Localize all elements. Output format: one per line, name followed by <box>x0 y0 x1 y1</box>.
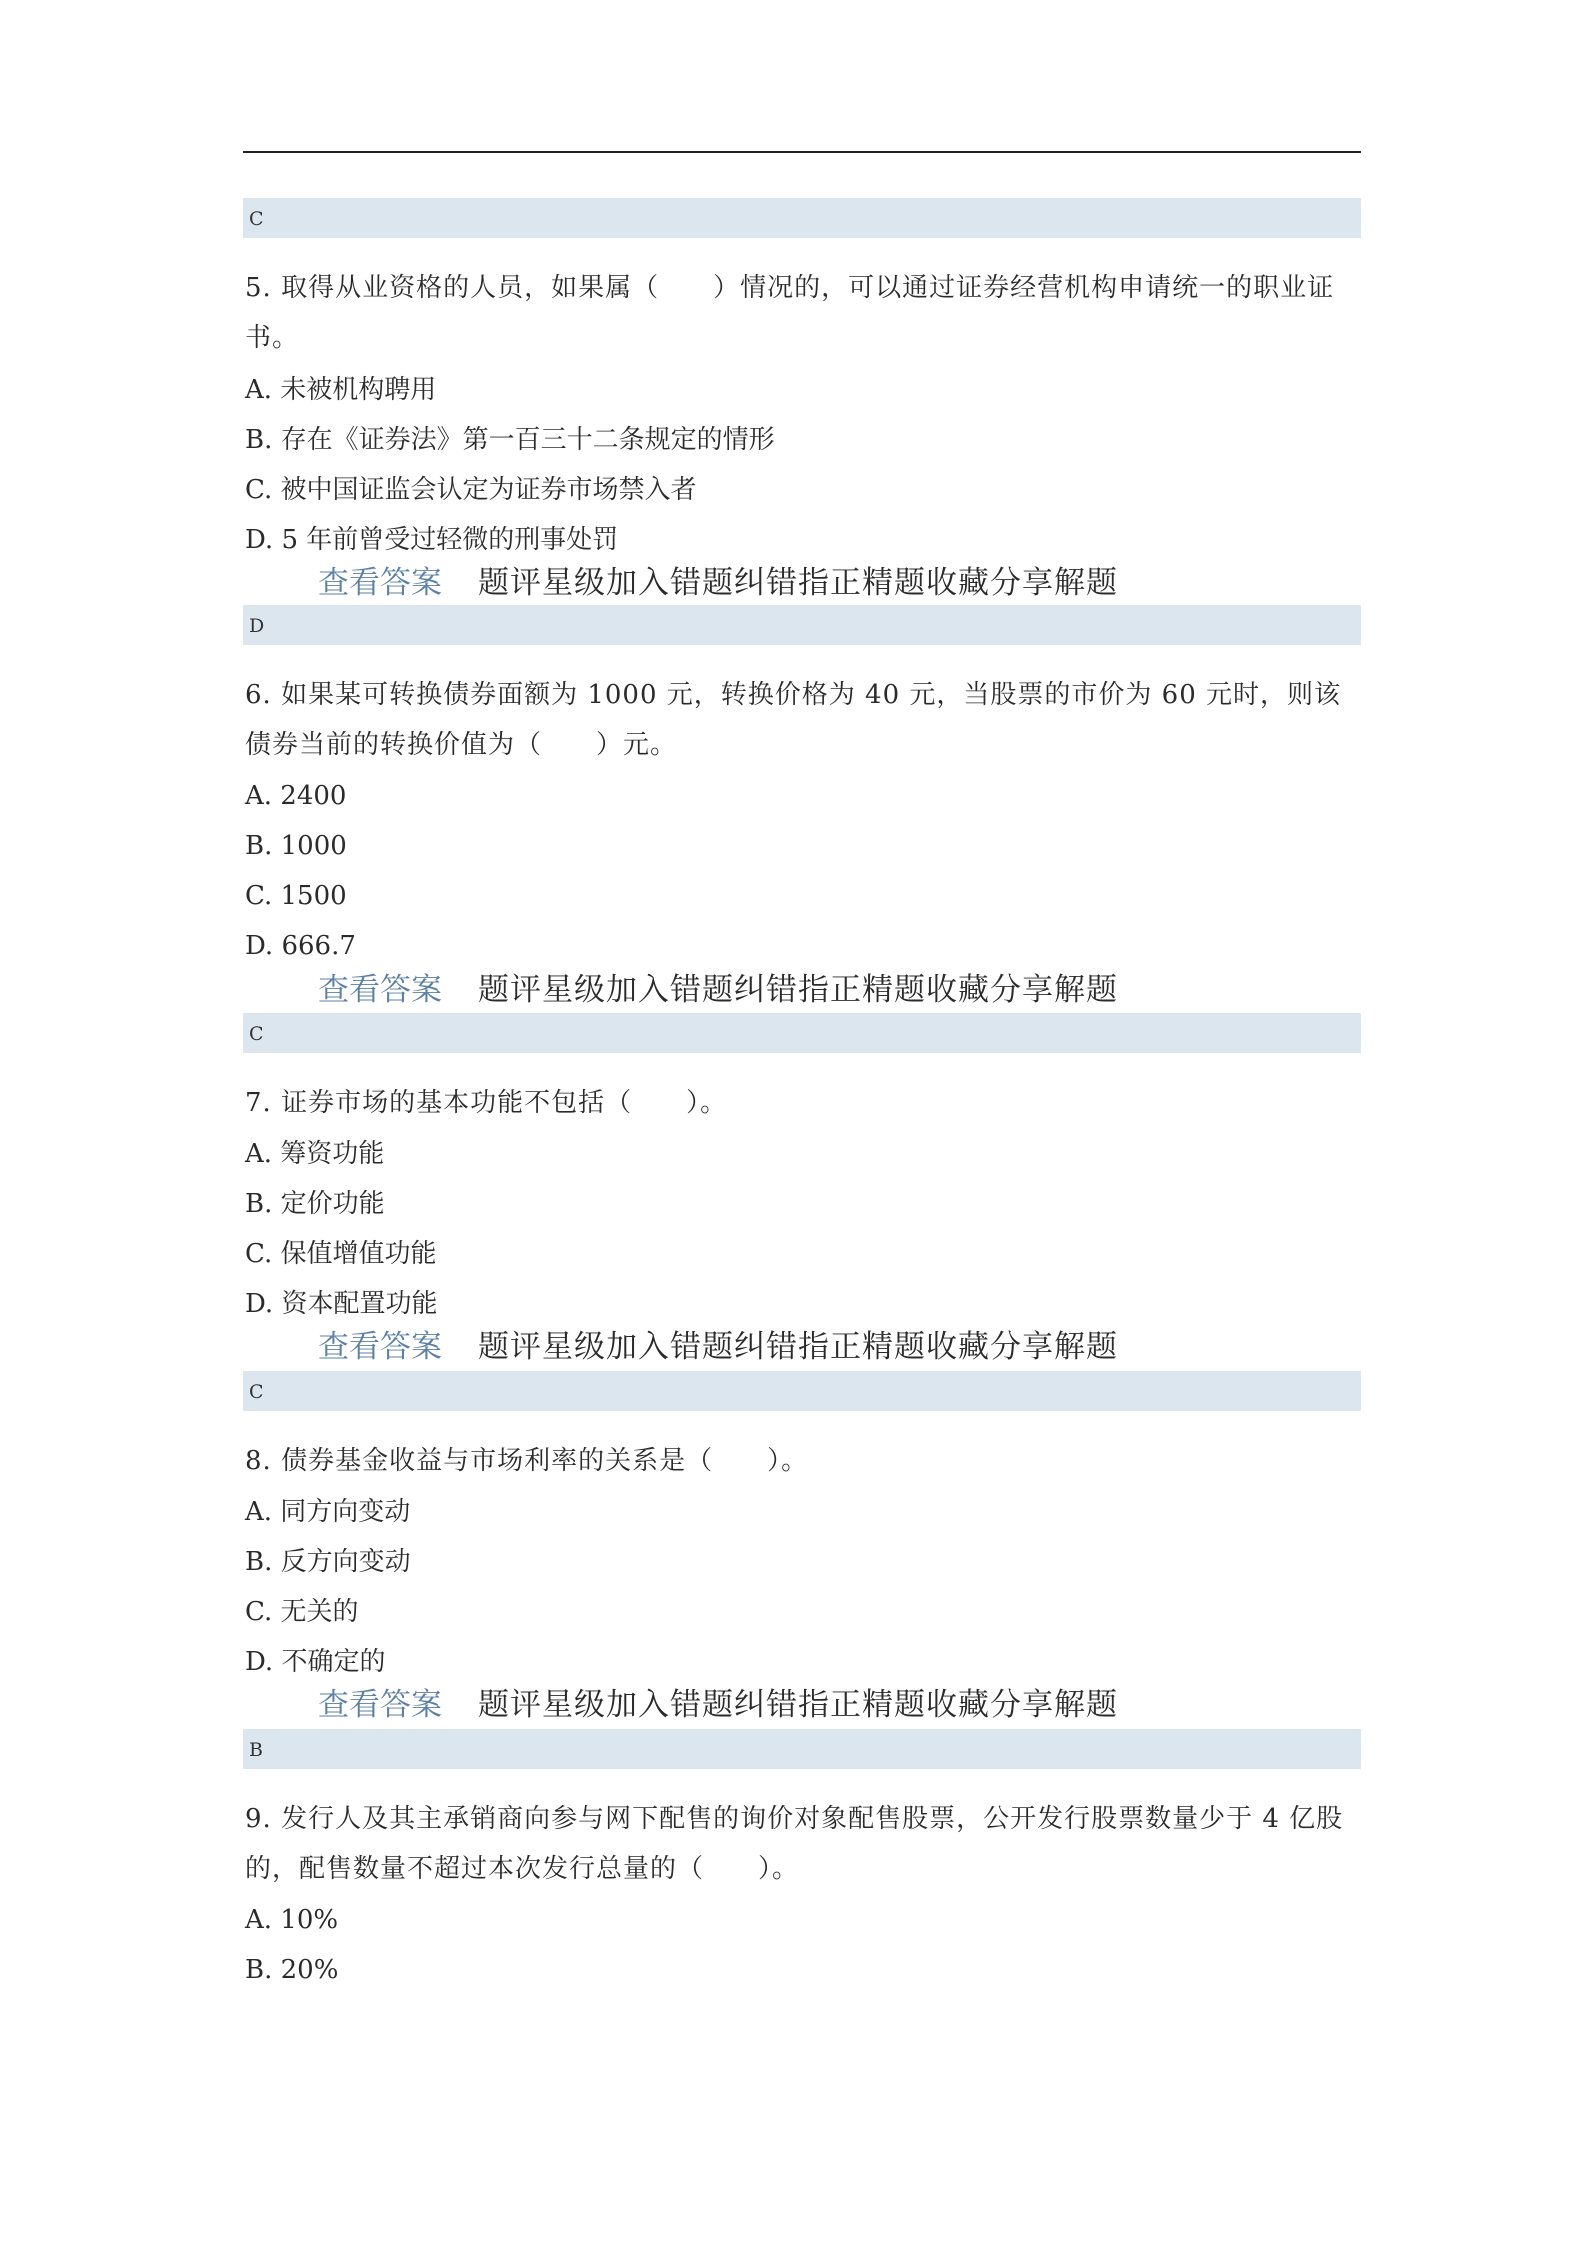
answer-bar: D <box>243 605 1361 645</box>
answer-bar: C <box>243 1013 1361 1053</box>
answer-bar: C <box>243 198 1361 238</box>
answer-bar: C <box>243 1371 1361 1411</box>
question-text: 7. 证券市场的基本功能不包括（ ）。 <box>245 1088 728 1118</box>
question-text: 9. 发行人及其主承销商向参与网下配售的询价对象配售股票，公开发行股票数量少于 4 亿股的，配售数量不超过本次发行总量的（ ）。 <box>245 1804 1344 1884</box>
action-links[interactable]: 题评星级加入错题纠错指正精题收藏分享解题 <box>478 565 1118 601</box>
option-d: D. 资本配置功能 <box>245 1289 438 1319</box>
question-actions <box>318 1685 1118 1725</box>
option-c: C. 被中国证监会认定为证券市场禁入者 <box>245 475 697 505</box>
option-b: B. 存在《证券法》第一百三十二条规定的情形 <box>245 425 775 455</box>
option-b: B. 定价功能 <box>245 1189 385 1219</box>
option-d: D. 5 年前曾受过轻微的刑事处罚 <box>245 525 619 555</box>
option-b: B. 反方向变动 <box>245 1547 411 1577</box>
question-text: 6. 如果某可转换债券面额为 1000 元，转换价格为 40 元，当股票的市价为 60 元时，则该债券当前的转换价值为（ ）元。 <box>245 680 1341 760</box>
option-d: D. 不确定的 <box>245 1647 386 1677</box>
option-d: D. 666.7 <box>245 931 356 961</box>
question-actions <box>318 563 1118 603</box>
view-answer-link[interactable]: 查看答案 <box>318 565 442 601</box>
option-a: A. 筹资功能 <box>245 1139 385 1169</box>
question-actions <box>318 970 1118 1010</box>
view-answer-link[interactable]: 查看答案 <box>318 1687 442 1723</box>
option-a: A. 10% <box>245 1905 339 1935</box>
answer-bar: B <box>243 1729 1361 1769</box>
option-b: B. 1000 <box>245 831 347 861</box>
action-links[interactable]: 题评星级加入错题纠错指正精题收藏分享解题 <box>478 1687 1118 1723</box>
option-a: A. 未被机构聘用 <box>245 375 437 405</box>
option-b: B. 20% <box>245 1955 339 1985</box>
question-actions <box>318 1327 1118 1367</box>
action-links[interactable]: 题评星级加入错题纠错指正精题收藏分享解题 <box>478 1329 1118 1365</box>
action-links[interactable]: 题评星级加入错题纠错指正精题收藏分享解题 <box>478 972 1118 1008</box>
option-c: C. 保值增值功能 <box>245 1239 437 1269</box>
view-answer-link[interactable]: 查看答案 <box>318 972 442 1008</box>
view-answer-link[interactable]: 查看答案 <box>318 1329 442 1365</box>
option-c: C. 无关的 <box>245 1597 359 1627</box>
header-rule <box>243 151 1361 153</box>
question-text: 5. 取得从业资格的人员，如果属（ ）情况的，可以通过证券经营机构申请统一的职业证书。 <box>245 273 1335 353</box>
option-a: A. 同方向变动 <box>245 1497 411 1527</box>
option-a: A. 2400 <box>245 781 347 811</box>
option-c: C. 1500 <box>245 881 347 911</box>
question-text: 8. 债券基金收益与市场利率的关系是（ ）。 <box>245 1446 809 1476</box>
